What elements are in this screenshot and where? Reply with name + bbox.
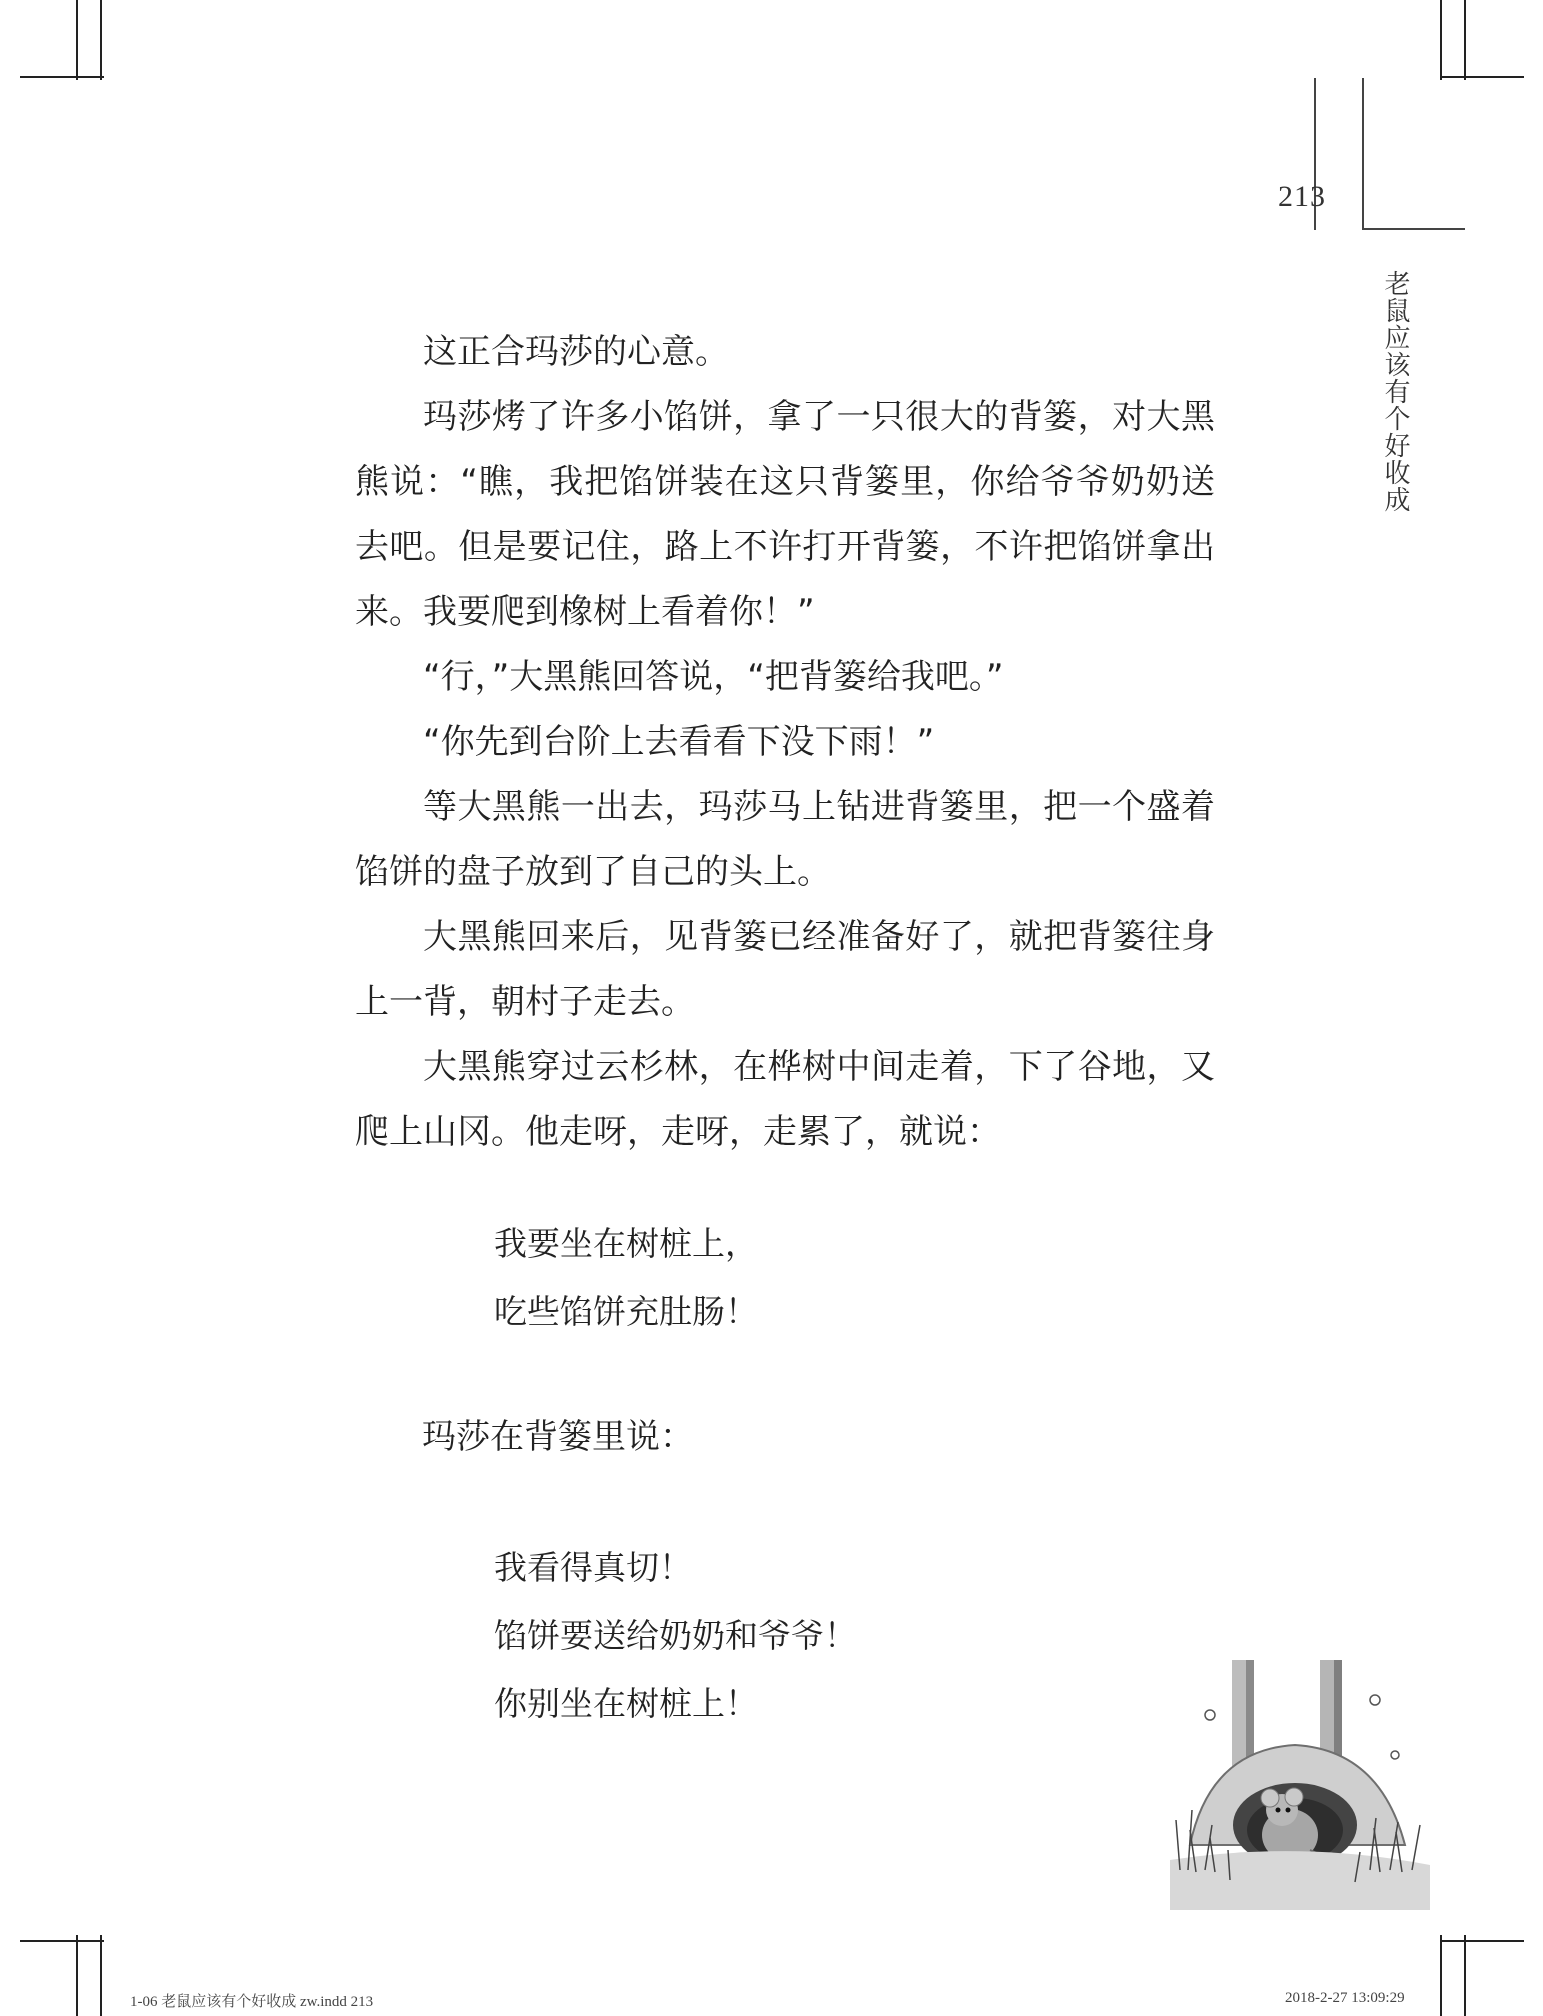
mouse-in-burrow-illustration — [1170, 1660, 1430, 1910]
paragraph: “你先到台阶上去看看下没下雨！” — [423, 722, 935, 762]
paragraph: 这正合玛莎的心意。 — [423, 332, 729, 372]
running-title: 老鼠应该有个好收成 — [1380, 270, 1410, 513]
poem-line: 馅饼要送给奶奶和爷爷！ — [494, 1616, 857, 1655]
paragraph: 玛莎烤了许多小馅饼，拿了一只很大的背篓，对大黑熊说：“瞧，我把馅饼装在这只背篓里，你给爷爷奶奶送去吧。但是要记住，路上不许打开背篓，不许把馅饼拿出来。我要爬到橡树上看着你！” — [355, 397, 1215, 632]
paragraph: “行，”大黑熊回答说，“把背篓给我吧。” — [423, 657, 1004, 697]
poem-line: 你别坐在树桩上！ — [494, 1684, 758, 1723]
page-number: 213 — [1278, 180, 1326, 213]
poem-line: 我要坐在树桩上， — [494, 1224, 758, 1263]
poem-block — [494, 1534, 857, 1738]
poem-line: 吃些馅饼充肚肠！ — [494, 1292, 758, 1331]
crop-mark — [1440, 76, 1524, 78]
crop-mark — [1440, 1935, 1442, 2016]
footer-file-info: 1-06 老鼠应该有个好收成 zw.indd 213 — [130, 1994, 374, 2010]
poem-line: 我看得真切！ — [494, 1548, 692, 1587]
footer-timestamp: 2018-2-27 13:09:29 — [1285, 1990, 1405, 2006]
crop-mark — [1440, 1940, 1524, 1942]
crop-mark — [1464, 1935, 1466, 2016]
paragraph: 大黑熊回来后，见背篓已经准备好了，就把背篓往身上一背，朝村子走去。 — [355, 917, 1215, 1022]
crop-mark — [1440, 0, 1442, 80]
crop-mark — [20, 76, 104, 78]
crop-mark — [76, 1935, 78, 2016]
body-text — [355, 320, 1215, 1165]
crop-mark — [100, 1935, 102, 2016]
paragraph: 大黑熊穿过云杉林，在桦树中间走着，下了谷地，又爬上山冈。他走呀，走呀，走累了，就说： — [355, 1047, 1215, 1152]
header-bracket — [1362, 228, 1465, 230]
crop-mark — [100, 0, 102, 80]
poem-intro: 玛莎在背篓里说： — [422, 1417, 694, 1457]
header-bracket — [1362, 78, 1364, 230]
crop-mark — [76, 0, 78, 80]
crop-mark — [20, 1940, 104, 1942]
mouse-in-burrow-icon — [1170, 1660, 1430, 1910]
crop-mark — [1464, 0, 1466, 80]
poem-block — [494, 1210, 758, 1346]
paragraph: 等大黑熊一出去，玛莎马上钻进背篓里，把一个盛着馅饼的盘子放到了自己的头上。 — [355, 787, 1215, 892]
